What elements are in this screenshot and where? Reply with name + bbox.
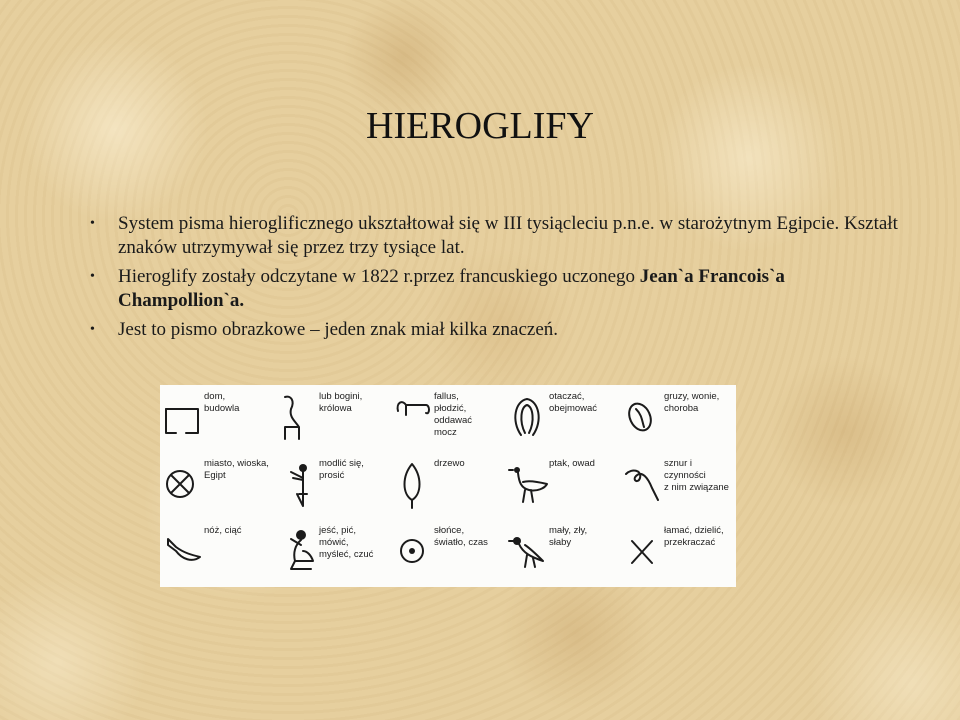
glyph-cell (505, 385, 620, 452)
bullet-list (86, 212, 906, 347)
glyph-meaning: nóż, ciąć (204, 525, 242, 536)
bullet-dot-icon: • (90, 269, 95, 284)
bullet-item (86, 265, 906, 313)
glyph-meaning: łamać, dzielić, przekraczać (664, 525, 724, 548)
bullet-item (86, 318, 906, 342)
glyph-cell (505, 519, 620, 586)
knife-glyph-icon (162, 525, 204, 577)
glyph-cell (505, 452, 620, 519)
house-glyph-icon (162, 391, 204, 443)
knotted-rope-glyph-icon (622, 458, 664, 510)
bullet-text: System pisma hieroglificznego ukształtował się w III tysiącleciu p.n.e. w starożytnym Egipcie. Kształt znaków utrzymywał się przez trzy tysiące lat. (118, 213, 898, 258)
glyph-meaning: dom, budowla (204, 391, 240, 414)
phallus-glyph-icon (392, 391, 434, 443)
glyph-meaning: jeść, pić, mówić, myśleć, czuć (319, 525, 374, 560)
glyph-cell (160, 452, 275, 519)
bullet-dot-icon: • (90, 322, 95, 337)
glyph-meaning: otaczać, obejmować (549, 391, 598, 414)
encircling-glyph-icon (507, 391, 549, 443)
glyph-meaning: mały, zły, słaby (549, 525, 588, 548)
praying-man-glyph-icon (277, 458, 319, 510)
glyph-cell (390, 385, 505, 452)
glyph-cell (160, 519, 275, 586)
bullet-item (86, 212, 906, 260)
glyph-meaning: sznur i czynności z nim związane (664, 458, 729, 493)
hieroglyph-table (160, 385, 736, 587)
bullet-bold-name: Jean`a Francois`a Champollion`a. (118, 266, 785, 311)
glyph-cell (620, 452, 735, 519)
glyph-cell (275, 452, 390, 519)
glyph-meaning: miasto, wioska, Egipt (204, 458, 269, 481)
throne-goddess-glyph-icon (277, 391, 319, 443)
glyph-cell (390, 519, 505, 586)
glyph-cell (390, 452, 505, 519)
glyph-meaning: gruzy, wonie, choroba (664, 391, 720, 414)
sparrow-glyph-icon (507, 525, 549, 577)
slide-title: HIEROGLIFY (366, 105, 594, 147)
glyph-cell (275, 519, 390, 586)
glyph-cell (620, 385, 735, 452)
bullet-text: Jest to pismo obrazkowe – jeden znak miał kilka znaczeń. (118, 319, 559, 340)
town-glyph-icon (162, 458, 204, 510)
glyph-meaning: drzewo (434, 458, 465, 469)
seed-glyph-icon (622, 391, 664, 443)
tree-glyph-icon (392, 458, 434, 510)
seated-man-glyph-icon (277, 525, 319, 577)
glyph-meaning: lub bogini, królowa (319, 391, 363, 414)
glyph-cell (160, 385, 275, 452)
bullet-dot-icon: • (90, 216, 95, 231)
duck-glyph-icon (507, 458, 549, 510)
glyph-meaning: fallus, płodzić, oddawać mocz (434, 391, 473, 438)
bullet-text: Hieroglify zostały odczytane w 1822 r.przez francuskiego uczonego (118, 266, 640, 287)
glyph-meaning: słońce, światło, czas (434, 525, 488, 548)
glyph-meaning: modlić się, prosić (319, 458, 364, 481)
glyph-cell (620, 519, 735, 586)
glyph-cell (275, 385, 390, 452)
glyph-meaning: ptak, owad (549, 458, 595, 469)
sun-glyph-icon (392, 525, 434, 577)
crossed-sticks-glyph-icon (622, 525, 664, 577)
